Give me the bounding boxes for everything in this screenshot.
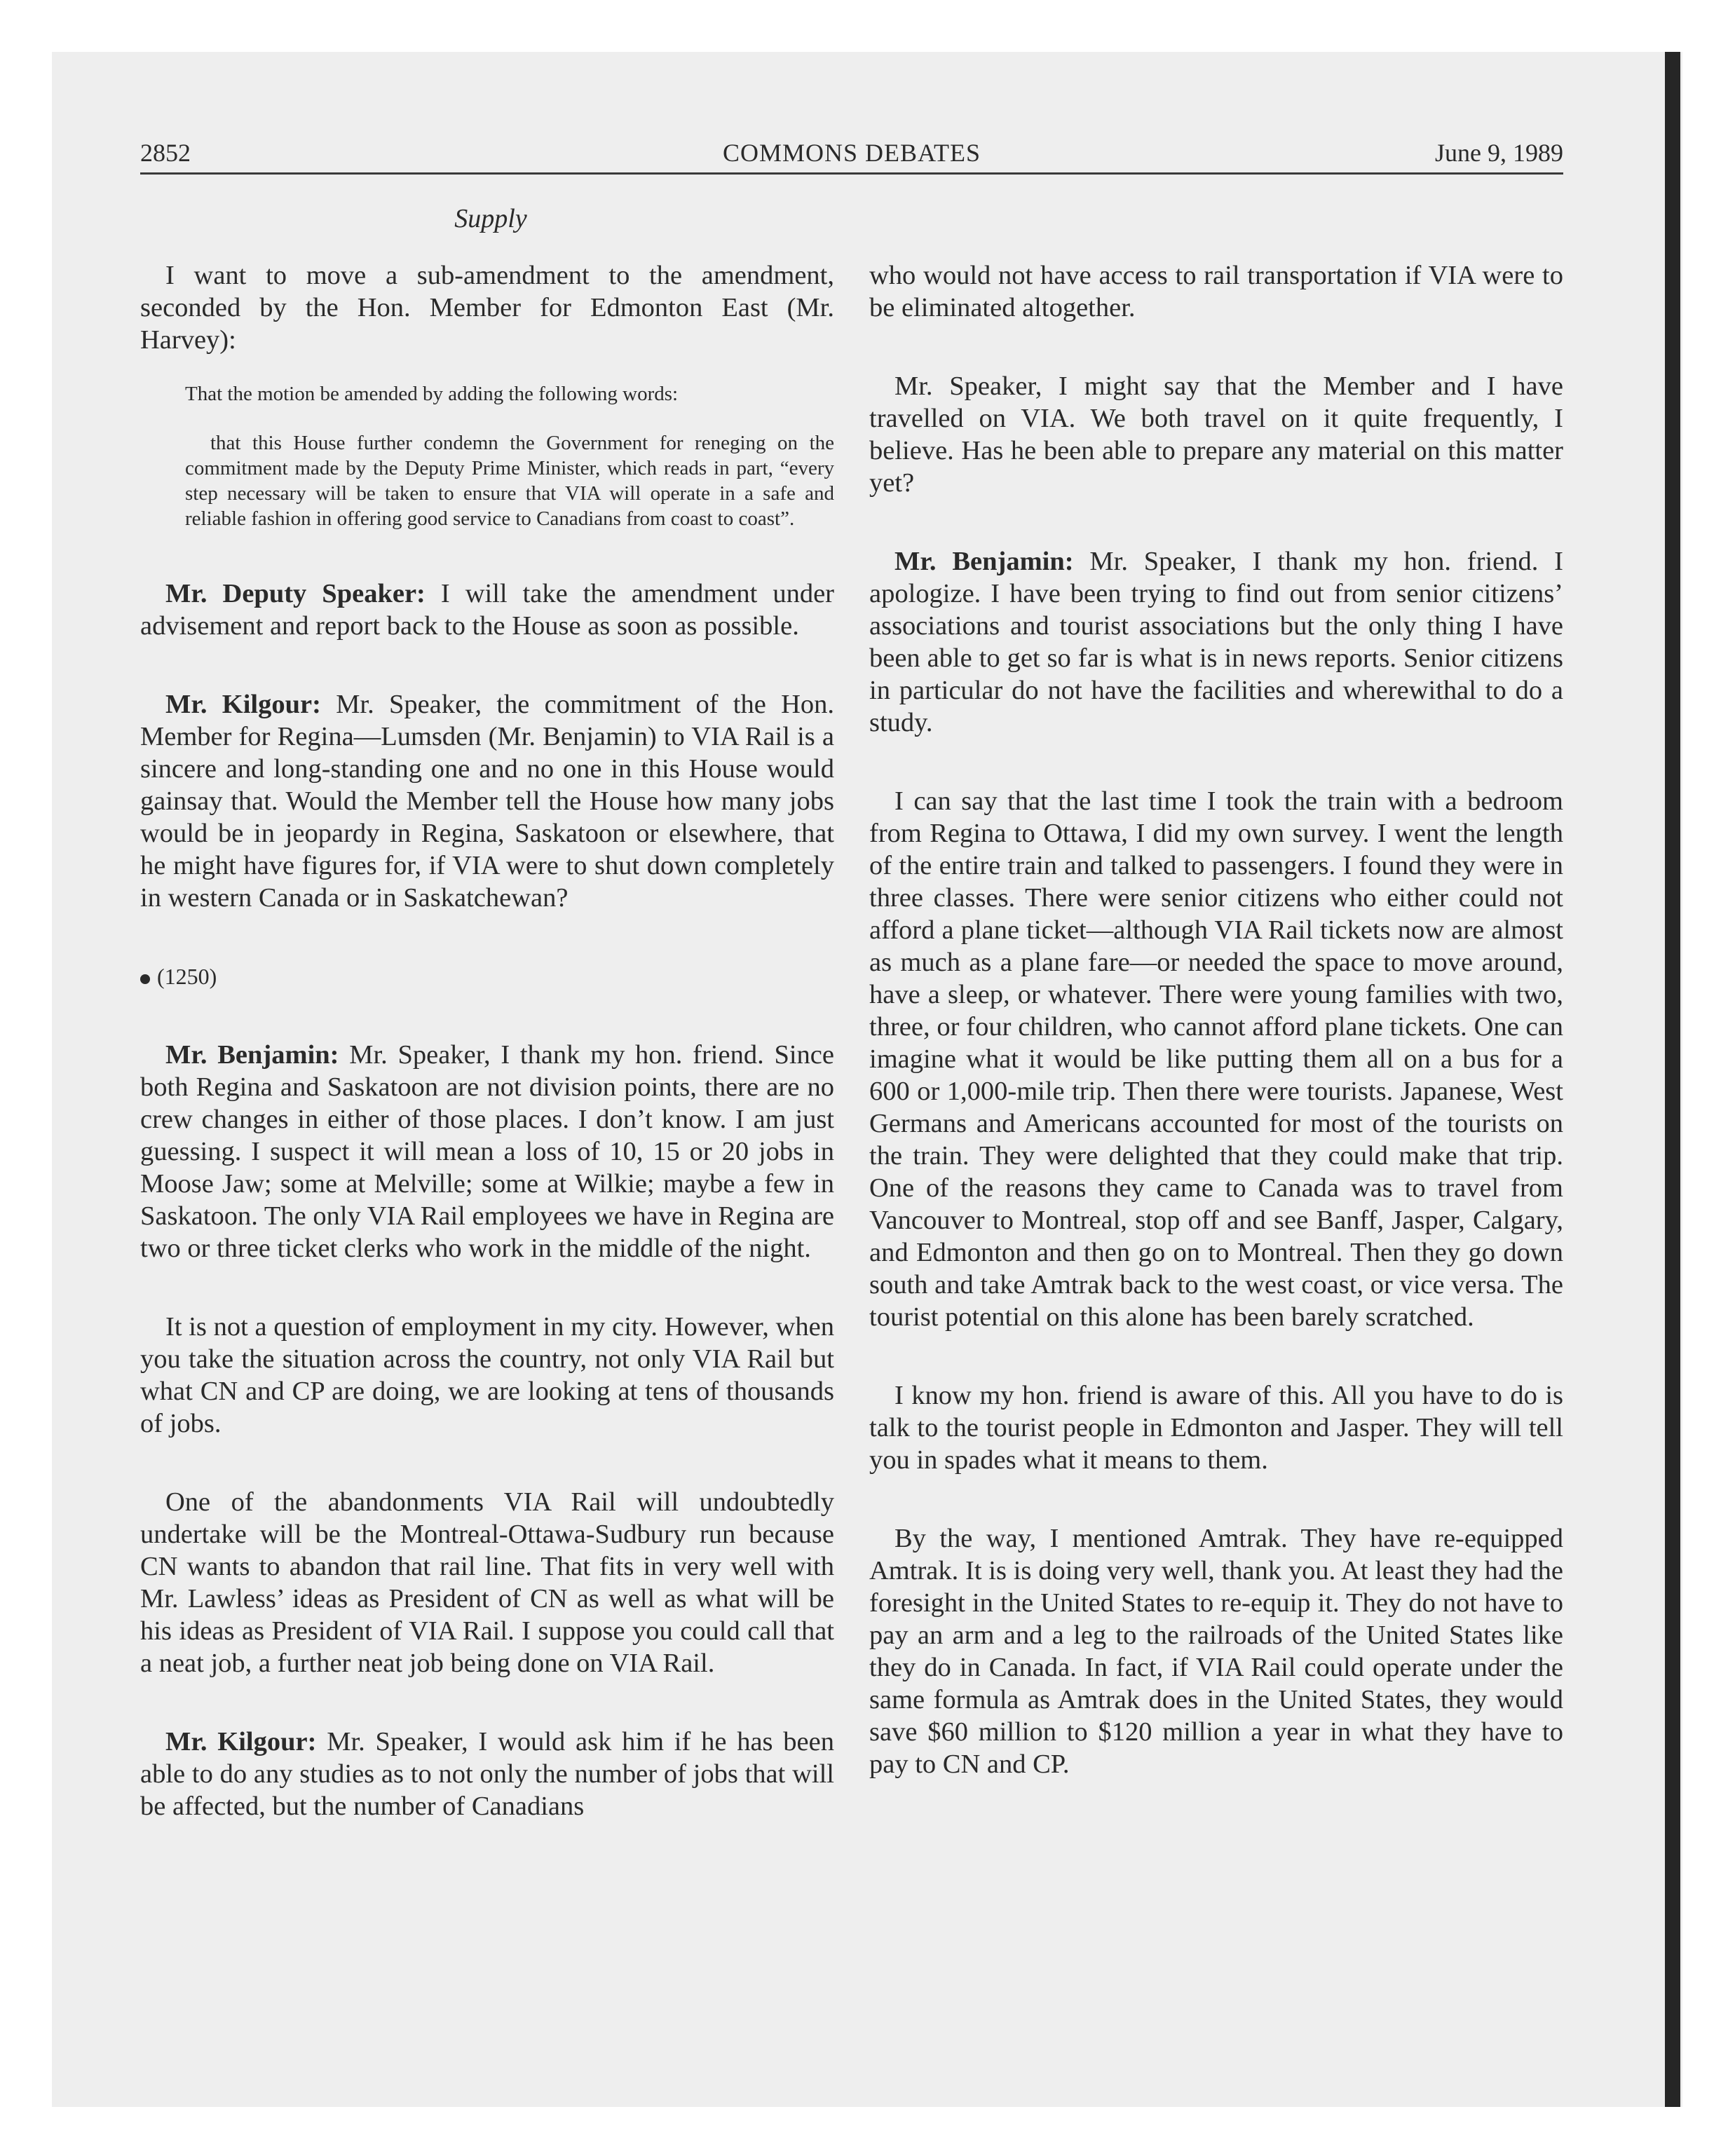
paragraph (140, 578, 834, 642)
speaker-name: Mr. Kilgour: (165, 690, 321, 719)
paragraph: I know my hon. friend is aware of this. All you have to do is talk to the tourist people in Edmonton and Jasper. They will tell you in spades what it means to them. (869, 1381, 1563, 1475)
motion-text (185, 430, 834, 531)
scan-edge-bar (1665, 52, 1680, 2107)
paragraph (140, 688, 834, 914)
paragraph: Mr. Speaker, I might say that the Member and I have travelled on VIA. We both travel on it quite frequently, I believe. Has he been able to prepare any material on this matter yet? (869, 371, 1563, 498)
header-rule (140, 172, 1563, 175)
left-column (140, 259, 834, 1822)
motion-text-body: that this House further condemn the Government for reneging on the commitment made by the Deputy Prime Minister, which reads in part, “every step necessary will be taken to ensure that VIA will operate in a safe and reliable fashion in offering good service to Canadians from coast to coast”. (185, 432, 834, 530)
speech-text: Mr. Speaker, the commitment of the Hon. Member for Regina—Lumsden (Mr. Benjamin) to VIA Rail is a sincere and long-standing one and no one in this House would gainsay that. Would the Member tell the House how many jobs would be in jeopardy in Regina, Saskatoon or elsewhere, that he might have figures for, if VIA were to shut down completely in western Canada or in Saskatchewan? (140, 690, 834, 913)
publication-date: June 9, 1989 (1435, 139, 1563, 167)
speaker-name: Mr. Deputy Speaker: (165, 579, 426, 608)
speech-text: Mr. Speaker, I thank my hon. friend. Since both Regina and Saskatoon are not division points, there are no crew changes in either of those places. I don’t know. I am just guessing. I suspect it will mean a loss of 10, 15 or 20 jobs in Moose Jaw; some at Melville; some at Wilkie; maybe a few in Saskatoon. The only VIA Rail employees we have in Regina are two or three ticket clerks who work in the middle of the night. (140, 1040, 834, 1263)
bullet-icon (140, 974, 150, 984)
paragraph: who would not have access to rail transportation if VIA were to be eliminated altogether. (869, 261, 1563, 322)
paragraph: I can say that the last time I took the train with a bedroom from Regina to Ottawa, I did my own survey. I went the length of the entire train and talked to passengers. I found they were in three classes. There were senior citizens who either could not afford a plane ticket—although VIA Rail tickets now are almost as much as a plane fare—or needed the space to move around, have a sleep, or whatever. There were young families with two, three, or four children, who cannot afford plane tickets. One can imagine what it would be like putting them all on a bus for a 600 or 1,000-mile trip. Then there were tourists. Japanese, West Germans and Americans accounted for most of the tourists on the train. They were delighted that they could make that trip. One of the reasons they came to Canada was to travel from Vancouver to Montreal, stop off and see Banff, Jasper, Calgary, and Edmonton and then go on to Montreal. Then they go down south and take Amtrak back to the west coast, or vice versa. The tourist potential on this alone has been barely scratched. (869, 786, 1563, 1332)
speaker-name: Mr. Benjamin: (165, 1040, 339, 1070)
time-marker (140, 960, 834, 992)
speech-text: Mr. Speaker, I would ask him if he has been able to do any studies as to not only the number of jobs that will be affected, but the number of Canadians (140, 1727, 834, 1821)
speech-text: I will take the amendment under advisement and report back to the House as soon as possible. (140, 579, 834, 641)
page-header (140, 133, 1563, 172)
paragraph (140, 1726, 834, 1822)
time-tag: (1250) (157, 964, 217, 989)
paragraph: It is not a question of employment in my city. However, when you take the situation across the country, not only VIA Rail but what CN and CP are doing, we are looking at tens of thousands of jobs. (140, 1312, 834, 1438)
paragraph: By the way, I mentioned Amtrak. They have re-equipped Amtrak. It is is doing very well, thank you. At least they had the foresight in the United States to re-equip it. They do not have to pay an arm and a leg to the railroads of the United States like they do in Canada. In fact, if VIA Rail could operate under the same formula as Amtrak does in the United States, they would save $60 million to $120 million a year in what they have to pay to CN and CP. (869, 1524, 1563, 1779)
paragraph: I want to move a sub-amendment to the amendment, seconded by the Hon. Member for Edmonton East (Mr. Harvey): (140, 261, 834, 355)
speaker-name: Mr. Benjamin: (894, 547, 1074, 576)
speech-text: Mr. Speaker, I thank my hon. friend. I apologize. I have been trying to find out from senior citizens’ associations and tourist associations but the only thing I have been able to get so far is what is in news reports. Senior citizens in particular do not have the facilities and wherewithal to do a study. (869, 547, 1563, 737)
section-title: Supply (454, 204, 527, 233)
paragraph: One of the abandonments VIA Rail will undoubtedly undertake will be the Montreal-Ottawa-Sudbury run because CN wants to abandon that rail line. That fits in very well with Mr. Lawless’ ideas as President of CN as well as what will be his ideas as President of VIA Rail. I suppose you could call that a neat job, a further neat job being done on VIA Rail. (140, 1487, 834, 1678)
page-number: 2852 (140, 139, 191, 167)
right-column (869, 259, 1563, 1780)
motion-lead: That the motion be amended by adding the following words: (185, 383, 679, 405)
speaker-name: Mr. Kilgour: (165, 1727, 317, 1756)
paragraph (869, 545, 1563, 739)
paragraph (140, 1039, 834, 1264)
publication-title: COMMONS DEBATES (722, 139, 981, 167)
